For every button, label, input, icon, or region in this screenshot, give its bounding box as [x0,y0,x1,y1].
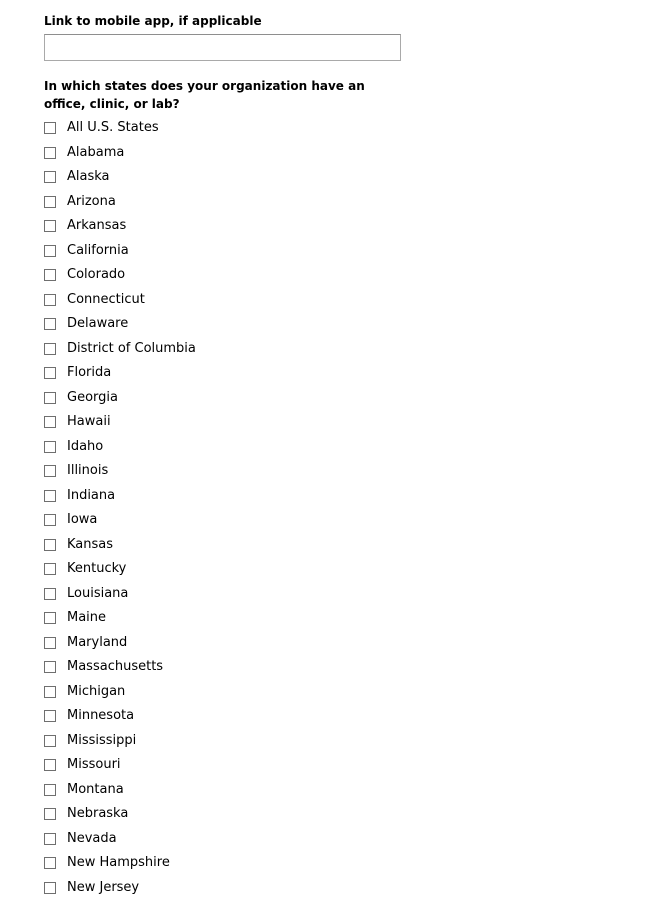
state-checkbox[interactable] [44,563,56,575]
state-option[interactable] [44,410,444,435]
state-option-label: New Hampshire [67,855,170,871]
state-option[interactable] [44,239,444,264]
state-checkbox[interactable] [44,122,56,134]
state-checkbox[interactable] [44,294,56,306]
state-checkbox[interactable] [44,784,56,796]
mobile-app-link-input[interactable] [44,34,401,61]
state-option[interactable] [44,557,444,582]
state-option-label: Connecticut [67,292,145,308]
state-checkbox-list [44,116,444,900]
state-checkbox[interactable] [44,857,56,869]
state-option[interactable] [44,484,444,509]
state-checkbox[interactable] [44,637,56,649]
state-checkbox[interactable] [44,147,56,159]
state-option-label: Georgia [67,390,118,406]
office-locations-form [44,12,444,900]
state-checkbox[interactable] [44,367,56,379]
state-option[interactable] [44,361,444,386]
state-option[interactable] [44,851,444,876]
state-option-label: Arizona [67,194,116,210]
state-checkbox[interactable] [44,588,56,600]
state-option-label: Montana [67,782,124,798]
state-checkbox[interactable] [44,196,56,208]
state-option-label: All U.S. States [67,120,159,136]
state-option[interactable] [44,435,444,460]
state-checkbox[interactable] [44,416,56,428]
state-option-label: Massachusetts [67,659,163,675]
state-checkbox[interactable] [44,318,56,330]
state-checkbox[interactable] [44,514,56,526]
state-checkbox[interactable] [44,269,56,281]
state-checkbox[interactable] [44,735,56,747]
state-option-label: Maryland [67,635,127,651]
state-option[interactable] [44,582,444,607]
state-option[interactable] [44,631,444,656]
state-option[interactable] [44,606,444,631]
state-option-label: Missouri [67,757,121,773]
state-option[interactable] [44,190,444,215]
mobile-app-label: Link to mobile app, if applicable [44,12,444,30]
state-option-label: Louisiana [67,586,128,602]
state-option[interactable] [44,876,444,900]
state-checkbox[interactable] [44,612,56,624]
state-checkbox[interactable] [44,686,56,698]
state-option[interactable] [44,312,444,337]
state-option[interactable] [44,827,444,852]
state-option-label: Mississippi [67,733,136,749]
state-option-label: Michigan [67,684,125,700]
state-option[interactable] [44,214,444,239]
state-option-label: New Jersey [67,880,139,896]
state-option-label: Kansas [67,537,113,553]
state-option[interactable] [44,165,444,190]
state-checkbox[interactable] [44,833,56,845]
state-option-label: Nevada [67,831,117,847]
state-checkbox[interactable] [44,245,56,257]
state-option-label: Hawaii [67,414,111,430]
state-checkbox[interactable] [44,465,56,477]
state-option-label: Maine [67,610,106,626]
state-option[interactable] [44,263,444,288]
state-checkbox[interactable] [44,661,56,673]
state-option-label: District of Columbia [67,341,196,357]
state-option-label: Illinois [67,463,108,479]
state-checkbox[interactable] [44,808,56,820]
state-option[interactable] [44,802,444,827]
state-option[interactable] [44,459,444,484]
state-option[interactable] [44,386,444,411]
state-checkbox[interactable] [44,759,56,771]
state-option[interactable] [44,753,444,778]
states-question-label: In which states does your organization have an office, clinic, or lab? [44,77,404,113]
state-option[interactable] [44,655,444,680]
state-checkbox[interactable] [44,171,56,183]
state-checkbox[interactable] [44,392,56,404]
state-option[interactable] [44,704,444,729]
state-option[interactable] [44,533,444,558]
state-option[interactable] [44,729,444,754]
state-option[interactable] [44,680,444,705]
state-option-label: Delaware [67,316,128,332]
state-option-label: Alaska [67,169,110,185]
state-option-label: Idaho [67,439,103,455]
state-option-label: Kentucky [67,561,126,577]
state-option-label: Colorado [67,267,125,283]
state-checkbox[interactable] [44,539,56,551]
state-option[interactable] [44,288,444,313]
state-checkbox[interactable] [44,343,56,355]
state-checkbox[interactable] [44,490,56,502]
state-option[interactable] [44,116,444,141]
state-checkbox[interactable] [44,710,56,722]
state-option-label: Nebraska [67,806,128,822]
state-option[interactable] [44,778,444,803]
state-option-label: Minnesota [67,708,134,724]
state-option-label: Arkansas [67,218,126,234]
state-checkbox[interactable] [44,882,56,894]
state-option-label: Florida [67,365,111,381]
state-option[interactable] [44,141,444,166]
state-option-label: California [67,243,129,259]
state-option[interactable] [44,337,444,362]
state-option[interactable] [44,508,444,533]
state-option-label: Indiana [67,488,115,504]
state-checkbox[interactable] [44,441,56,453]
state-option-label: Alabama [67,145,124,161]
state-checkbox[interactable] [44,220,56,232]
state-option-label: Iowa [67,512,97,528]
